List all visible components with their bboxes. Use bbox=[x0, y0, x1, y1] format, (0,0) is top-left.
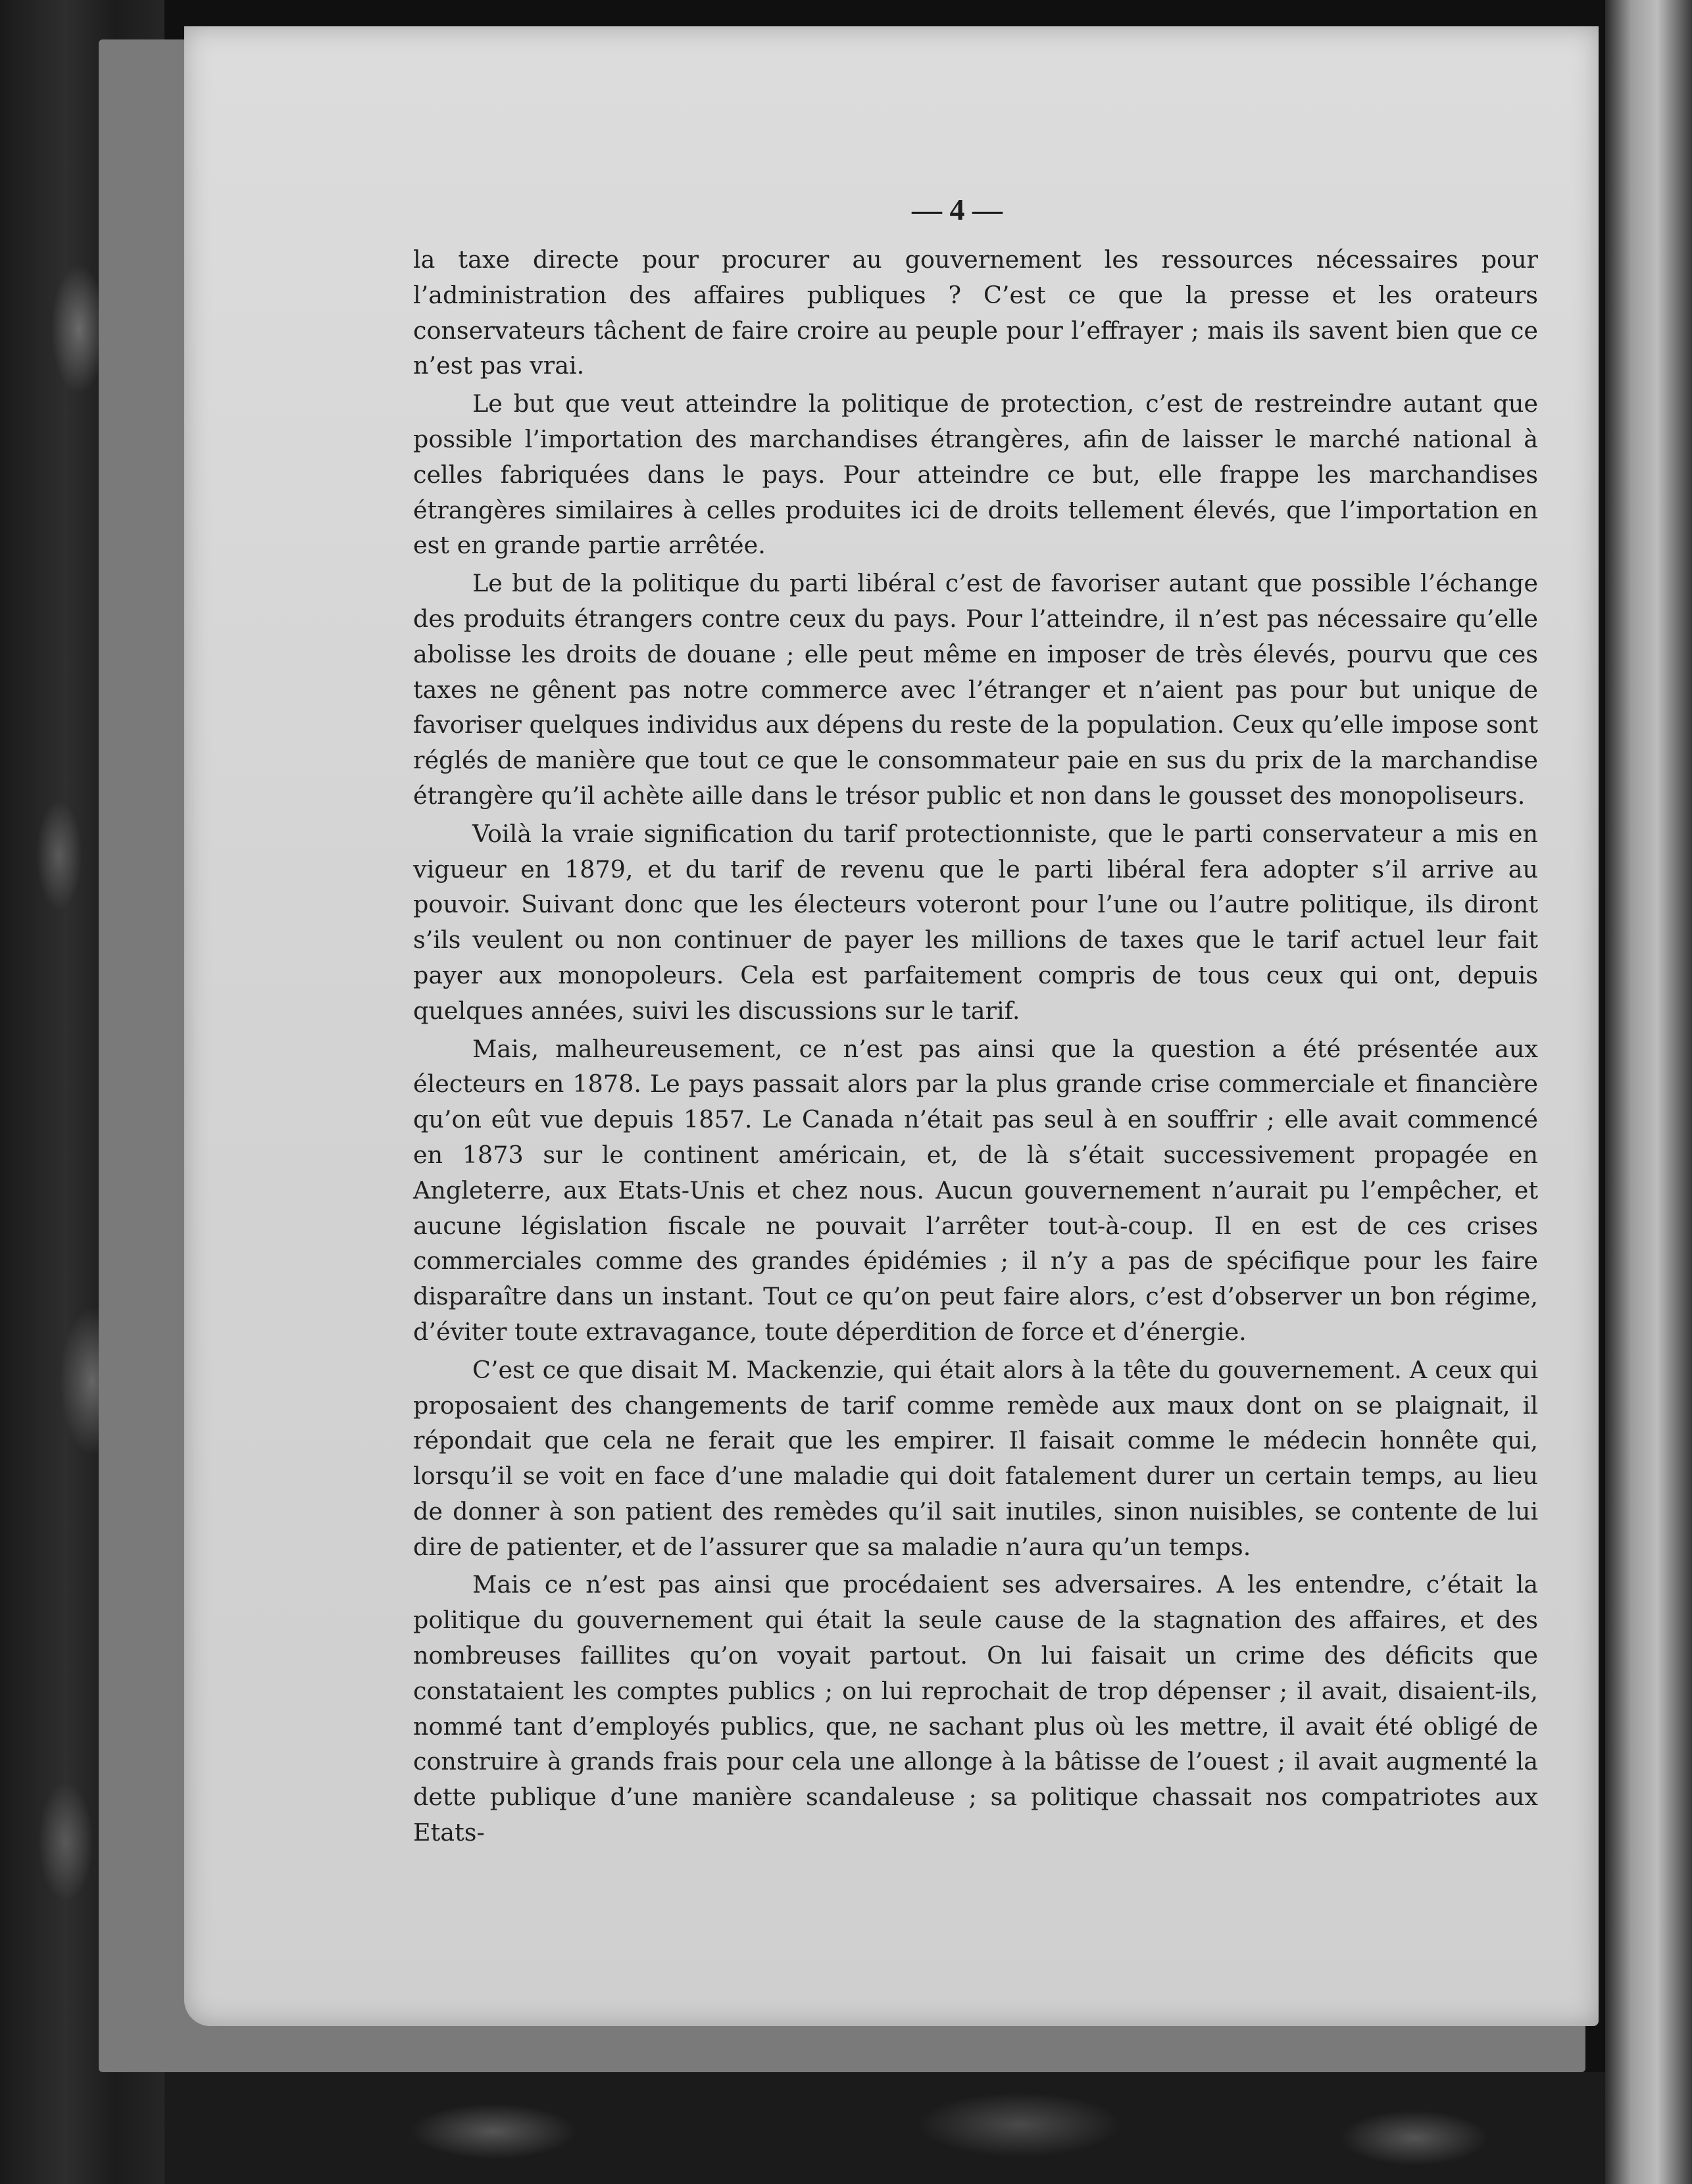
body-text bbox=[413, 242, 1538, 1853]
paragraph-3: Le but de la politique du parti libéral c’est de favoriser autant que possible l’échange des produits étrangers contre ceux du pays. Pour l’atteindre, il n’est pas nécessaire qu’elle abolisse les droits de douane ; elle peut même en imposer de très élevés, pourvu que ces taxes ne gênent pas notre commerce avec l’étranger et n’aient pas pour but unique de favoriser quelques individus aux dépens du reste de la population. Ceux qu’elle impose sont réglés de manière que tout ce que le consommateur paie en sus du prix de la marchandise étrangère qu’il achète aille dans le trésor public et non dans le gousset des monopoliseurs. bbox=[413, 569, 1538, 810]
page-number: — 4 — bbox=[912, 193, 1003, 226]
binding-bottom bbox=[164, 2072, 1605, 2184]
page-edge bbox=[1605, 0, 1692, 2184]
paragraph-2: Le but que veut atteindre la politique de protection, c’est de restreindre autant que possible l’importation des marchandises étrangères, afin de laisser le marché national à celles fabriquées dans le pays. Pour atteindre ce but, elle frappe les marchandises étrangères similaires à celles produites ici de droits tellement élevés, que l’importation en est en grande partie arrêtée. bbox=[413, 389, 1538, 560]
paragraph-6: C’est ce que disait M. Mackenzie, qui était alors à la tête du gouvernement. A ceux qui proposaient des changements de tarif comme remède aux maux dont on se plaignait, il répondait que cela ne ferait que les empirer. Il faisait comme le médecin honnête qui, lorsqu’il se voit en face d’une maladie qui doit fatalement durer un certain temps, au lieu de donner à son patient des remèdes qu’il sait inutiles, sinon nuisibles, se contente de lui dire de patienter, et de l’assurer que sa maladie n’aura qu’un temps. bbox=[413, 1355, 1538, 1561]
paragraph-4: Voilà la vraie signification du tarif protectionniste, que le parti conservateur a mis en vigueur en 1879, et du tarif de revenu que le parti libéral fera adopter s’il arrive au pouvoir. Suivant donc que les électeurs voteront pour l’une ou l’autre politique, ils diront s’ils veulent ou non continuer de payer les millions de taxes que le tarif actuel leur fait payer aux monopoleurs. Cela est parfaitement compris de tous ceux qui ont, depuis quelques années, suivi les discussions sur le tarif. bbox=[413, 819, 1538, 1025]
paragraph-7: Mais ce n’est pas ainsi que procédaient ses adversaires. A les entendre, c’était la politique du gouvernement qui était la seule cause de la stagnation des affaires, et des nombreuses faillites qu’on voyait partout. On lui faisait un crime des déficits que constataient les comptes publics ; on lui reprochait de trop dépenser ; il avait, disaient-ils, nommé tant d’employés publics, que, ne sachant plus où les mettre, il avait été obligé de construire à grands frais pour cela une allonge à la bâtisse de l’ouest ; il avait augmenté la dette publique d’une manière scandaleuse ; sa politique chassait nos compatriotes aux Etats- bbox=[413, 1570, 1538, 1847]
paragraph-5: Mais, malheureusement, ce n’est pas ainsi que la question a été présentée aux électeurs en 1878. Le pays passait alors par la plus grande crise commerciale et financière qu’on eût vue depuis 1857. Le Canada n’était pas seul à en souffrir ; elle avait commencé en 1873 sur le continent américain, et, de là s’était successivement propagée en Angleterre, aux Etats-Unis et chez nous. Aucun gouvernement n’aurait pu l’empêcher, et aucune législation fiscale ne pouvait l’arrêter tout-à-coup. Il en est de ces crises commerciales comme des grandes épidémies ; il n’y a pas de spécifique pour les faire disparaître dans un instant. Tout ce qu’on peut faire alors, c’est d’observer un bon régime, d’éviter toute extravagance, toute déperdition de force et d’énergie. bbox=[413, 1034, 1538, 1346]
paragraph-1: la taxe directe pour procurer au gouvernement les ressources nécessaires pour l’administration des affaires publiques ? C’est ce que la presse et les orateurs conservateurs tâchent de faire croire au peuple pour l’effrayer ; mais ils savent bien que ce n’est pas vrai. bbox=[413, 245, 1538, 380]
